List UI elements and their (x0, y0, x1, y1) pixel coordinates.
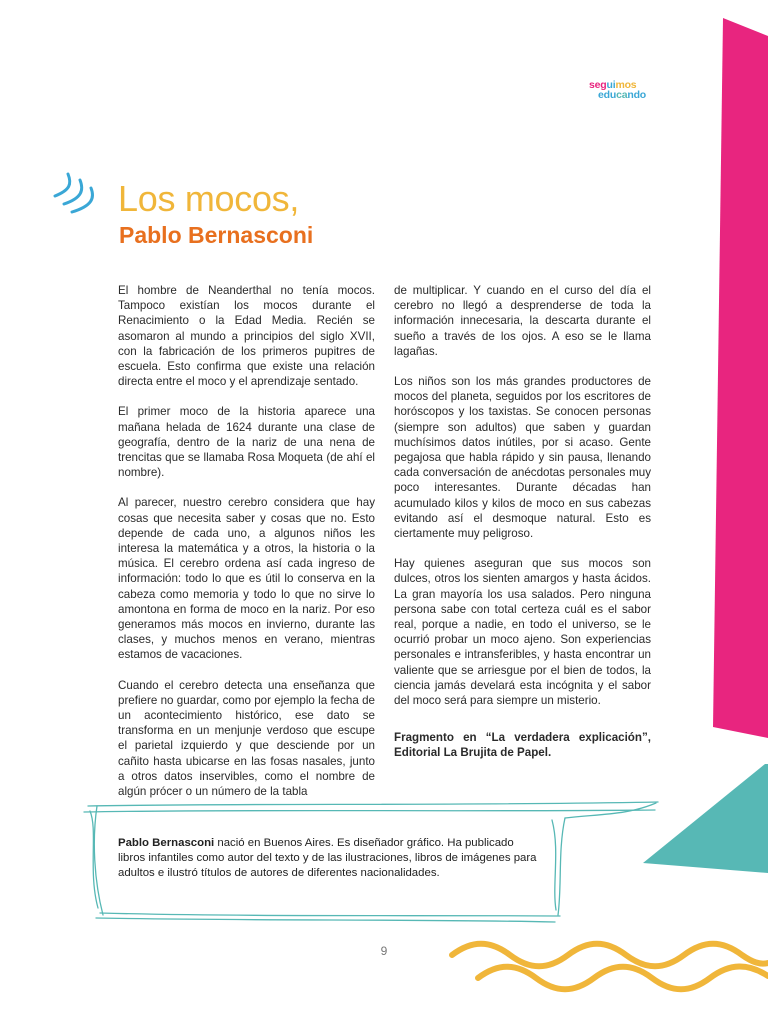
paragraph: Cuando el cerebro detecta una enseñanza que prefiere no guardar, como por ejemplo la fecha de un acontecimiento histórico, ese dato se transforma en un menjunje verdoso que escupe el parietal izquierdo y que desciende por un cañito hasta ubicarse en las fosas nasales, junto a otros datos inservibles, como el nombre de algún prócer o un número de la tabla (118, 678, 375, 799)
paragraph: Los niños son los más grandes productores de mocos del planeta, seguidos por los escritores de horóscopos y los taxistas. Se conocen personas (siempre son adultos) que saben y guardan muchísimos datos inútiles, por si acaso. Gente pegajosa que habla rápido y sin pausa, llenando cada conversación de anécdotas personales muy poco interesantes. Durante décadas han acumulado kilos y kilos de moco en sus cabezas evitando así el desmoque natural. Esto es ciertamente muy peligroso. (394, 375, 651, 541)
author-name: Pablo Bernasconi (119, 222, 314, 248)
paragraph: El hombre de Neanderthal no tenía mocos. Tampoco existían los mocos durante el Renacimiento o la Edad Media. Recién se asomaron al mundo a principios del siglo XVII, con la fabricación de los primeros pupitres de escuela. Esto confirma que existe una relación directa entre el moco y el aprendizaje sentado. (118, 284, 375, 389)
paragraph: Hay quienes aseguran que sus mocos son dulces, otros los sienten amargos y hasta ácidos. La gran mayoría los usa salados. Pero ninguna persona sabe con total certeza cuál es el sabor real, porque a nadie, en todo el universo, se le ocurrió probar un moco ajeno. Son experiencias personales e intransferibles, y hasta encontrar un valiente que se arriesgue por el bien de todos, la ciencia jamás develará esta incógnita y el sabor del moco será para siempre un misterio. (394, 557, 651, 708)
paragraph: El primer moco de la historia aparece una mañana helada de 1624 durante una clase de geografía, dentro de la nariz de una nena de trencitas que se llamaba Rosa Moqueta (de ahí el nombre). (118, 405, 375, 480)
logo-line-1: seguimos (589, 79, 637, 91)
page-number: 9 (380, 944, 388, 958)
page-title: Los mocos, (118, 178, 300, 219)
paragraph: de multiplicar. Y cuando en el curso del día el cerebro no llegó a desprenderse de toda la información innecesaria, la descarta durante el sueño a través de los ojos. A eso se le llama lagañas. (394, 284, 651, 358)
logo-line-2: educando (598, 89, 647, 101)
paragraph: Al parecer, nuestro cerebro considera que hay cosas que necesita saber y cosas que no. Esto depende de cada uno, a algunos niños les interesa la matemática y a otros, la historia o la música. El cerebro ordena así cada ingreso de información: todo lo que es útil lo conserva en la cabeza como memoria y todo lo que no sirve lo amontona en forma de moco en la nariz. Por eso generamos más mocos en invierno, durante las clases, y muchos menos en verano, mientras estamos de vacaciones. (118, 496, 375, 662)
source-citation: Fragmento en “La verdadera explicación”, Editorial La Brujita de Papel. (394, 731, 651, 760)
bio-author-name: Pablo Bernasconi (118, 837, 215, 849)
bio-text: nació en Buenos Aires. Es diseñador gráfico. Ha publicado libros infantiles como autor del texto y de las ilustraciones, libros de imágenes para adultos e ilustró títulos de autores de diferentes nacionalidades. (118, 837, 537, 880)
